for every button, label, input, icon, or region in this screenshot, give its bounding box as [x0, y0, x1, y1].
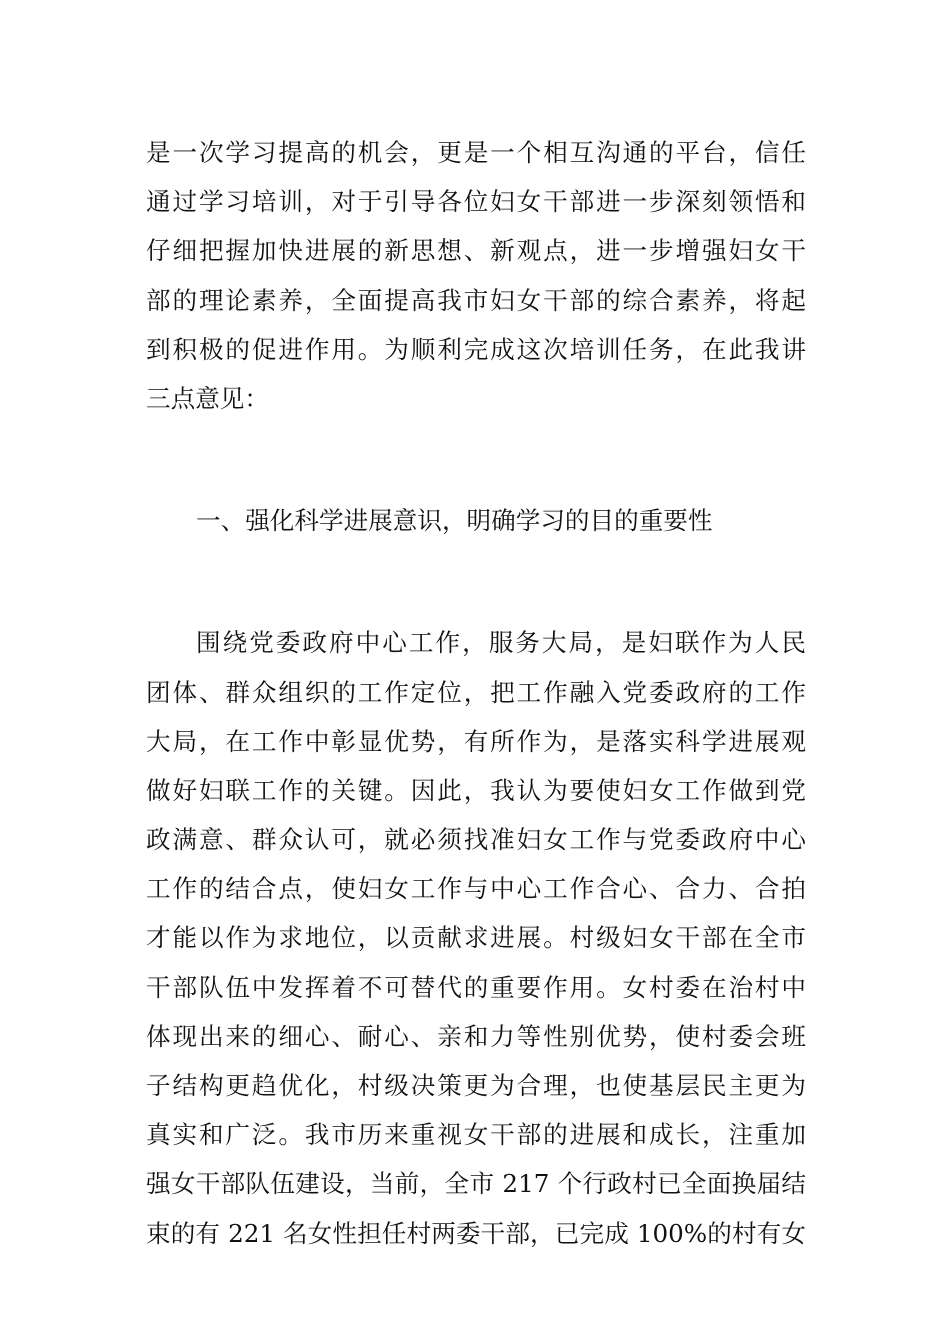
paragraph-spacer [146, 423, 806, 496]
paragraph-line: 到积极的促进作用。为顺利完成这次培训任务，在此我讲 [146, 334, 806, 364]
paragraph-line: 团体、群众组织的工作定位，把工作融入党委政府的工作 [146, 677, 806, 707]
paragraph-line: 做好妇联工作的关键。因此，我认为要使妇女工作做到党 [146, 775, 806, 805]
paragraph-line: 三点意见： [146, 383, 269, 413]
paragraph-line: 部的理论素养，全面提高我市妇女干部的综合素养，将起 [146, 285, 806, 315]
paragraph-line: 围绕党委政府中心工作，服务大局，是妇联作为人民 [196, 628, 806, 658]
paragraph-line: 束的有 221 名女性担任村两委干部，已完成 100%的村有女 [146, 1218, 806, 1248]
paragraph-line: 强女干部队伍建设，当前，全市 217 个行政村已全面换届结 [146, 1169, 806, 1199]
paragraph-line: 大局，在工作中彰显优势，有所作为，是落实科学进展观 [146, 726, 806, 756]
paragraph-line: 干部队伍中发挥着不可替代的重要作用。女村委在治村中 [146, 972, 806, 1002]
document-body [146, 128, 806, 1258]
paragraph-line: 通过学习培训，对于引导各位妇女干部进一步深刻领悟和 [146, 187, 806, 217]
section-heading: 一、强化科学进展意识，明确学习的目的重要性 [196, 506, 713, 536]
paragraph-line: 政满意、群众认可，就必须找准妇女工作与党委政府中心 [146, 825, 806, 855]
paragraph-2 [146, 618, 806, 1257]
paragraph-line: 是一次学习提高的机会，更是一个相互沟通的平台，信任 [146, 138, 806, 167]
paragraph-line: 体现出来的细心、耐心、亲和力等性别优势，使村委会班 [146, 1021, 806, 1051]
paragraph-line: 工作的结合点，使妇女工作与中心工作合心、合力、合拍 [146, 874, 806, 904]
paragraph-1 [146, 128, 806, 423]
paragraph-spacer [146, 545, 806, 618]
paragraph-line: 真实和广泛。我市历来重视女干部的进展和成长，注重加 [146, 1120, 806, 1150]
paragraph-line: 才能以作为求地位，以贡献求进展。村级妇女干部在全市 [146, 923, 806, 953]
paragraph-line: 仔细把握加快进展的新思想、新观点，进一步增强妇女干 [146, 236, 806, 266]
paragraph-line: 子结构更趋优化，村级决策更为合理，也使基层民主更为 [146, 1071, 806, 1100]
